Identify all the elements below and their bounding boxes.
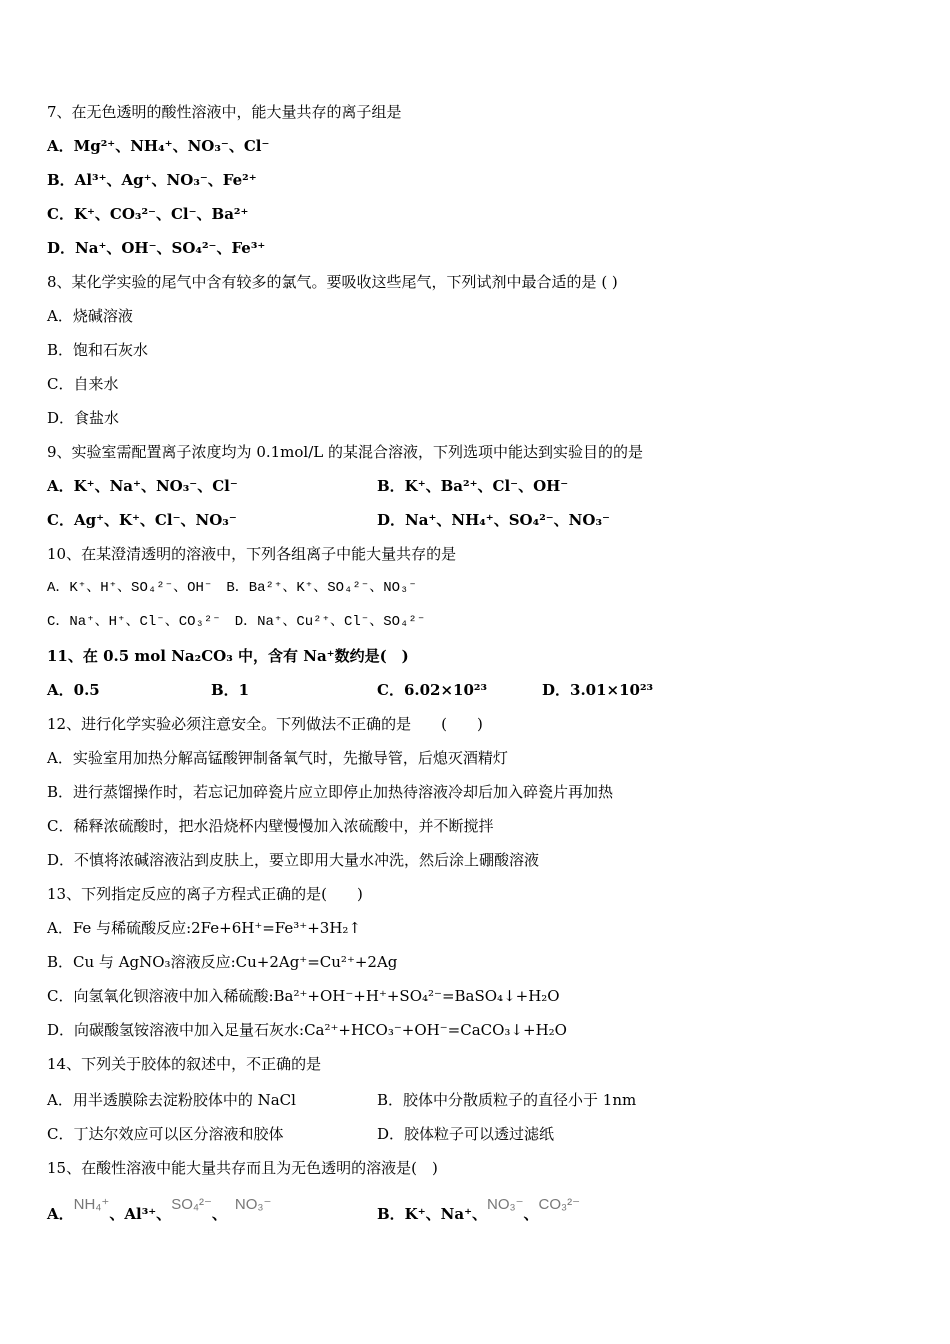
question-9-option-d: D．Na⁺、NH₄⁺、SO₄²⁻、NO₃⁻	[377, 511, 610, 529]
formula-co3: CO₃²⁻	[538, 1196, 581, 1213]
option-b-label: B．K⁺、Na⁺、	[377, 1205, 487, 1223]
question-10-stem: 10、在某澄清透明的溶液中，下列各组离子中能大量共存的是	[47, 545, 457, 563]
question-15-option-b	[377, 1194, 580, 1234]
question-10-options-ab: A．K⁺、H⁺、SO₄²⁻、OH⁻ B．Ba²⁺、K⁺、SO₄²⁻、NO₃⁻	[47, 580, 417, 596]
question-9-option-a: A．K⁺、Na⁺、NO₃⁻、Cl⁻	[47, 477, 238, 495]
question-8-option-d: D．食盐水	[47, 409, 120, 427]
formula-so4: SO₄²⁻	[171, 1196, 212, 1213]
question-11-option-d: D．3.01×10²³	[542, 681, 654, 699]
question-14-option-d: D．胶体粒子可以透过滤纸	[377, 1125, 555, 1143]
question-10-options-cd: C．Na⁺、H⁺、Cl⁻、CO₃²⁻ D．Na⁺、Cu²⁺、Cl⁻、SO₄²⁻	[47, 614, 426, 630]
question-12-option-d: D．不慎将浓碱溶液沾到皮肤上，要立即用大量水冲洗，然后涂上硼酸溶液	[47, 851, 540, 869]
question-13-option-c: C．向氢氧化钡溶液中加入稀硫酸:Ba²⁺+OH⁻+H⁺+SO₄²⁻=BaSO₄↓+H₂O	[47, 987, 560, 1005]
question-12-option-b: B．进行蒸馏操作时，若忘记加碎瓷片应立即停止加热待溶液冷却后加入碎瓷片再加热	[47, 783, 614, 801]
question-12-option-c: C．稀释浓硫酸时，把水沿烧杯内壁慢慢加入浓硫酸中，并不断搅拌	[47, 817, 494, 835]
question-11-option-c: C．6.02×10²³	[377, 681, 488, 699]
question-8-option-b: B．饱和石灰水	[47, 341, 149, 359]
option-a-separator: 、	[211, 1205, 227, 1223]
question-11-option-a: A．0.5	[47, 681, 100, 699]
option-a-middle: 、Al³⁺、	[109, 1205, 172, 1223]
question-14-stem: 14、下列关于胶体的叙述中，不正确的是	[47, 1055, 322, 1073]
question-7-option-d: D．Na⁺、OH⁻、SO₄²⁻、Fe³⁺	[47, 239, 266, 257]
question-8-option-a: A．烧碱溶液	[47, 307, 133, 325]
question-12-option-a: A．实验室用加热分解高锰酸钾制备氧气时，先撤导管，后熄灭酒精灯	[47, 749, 508, 767]
question-11-stem: 11、在 0.5 mol Na₂CO₃ 中，含有 Na⁺数约是( )	[47, 647, 409, 665]
question-14-option-a: A．用半透膜除去淀粉胶体中的 NaCl	[47, 1091, 296, 1109]
question-9-option-b: B．K⁺、Ba²⁺、Cl⁻、OH⁻	[377, 477, 569, 495]
question-7-stem: 7、在无色透明的酸性溶液中，能大量共存的离子组是	[47, 103, 402, 121]
question-7-option-c: C．K⁺、CO₃²⁻、Cl⁻、Ba²⁺	[47, 205, 249, 223]
question-7-option-b: B．Al³⁺、Ag⁺、NO₃⁻、Fe²⁺	[47, 171, 257, 189]
option-a-label: A．	[47, 1205, 74, 1223]
option-b-separator: 、	[523, 1205, 539, 1223]
question-8-stem: 8、某化学实验的尾气中含有较多的氯气。要吸收这些尾气，下列试剂中最合适的是 ( )	[47, 273, 618, 291]
question-13-option-d: D．向碳酸氢铵溶液中加入足量石灰水:Ca²⁺+HCO₃⁻+OH⁻=CaCO₃↓+H₂O	[47, 1021, 567, 1039]
question-14-option-b: B．胶体中分散质粒子的直径小于 1nm	[377, 1091, 637, 1109]
formula-no3: NO₃⁻	[234, 1196, 272, 1213]
question-13-option-a: A．Fe 与稀硫酸反应:2Fe+6H⁺=Fe³⁺+3H₂↑	[47, 919, 361, 937]
question-13-option-b: B．Cu 与 AgNO₃溶液反应:Cu+2Ag⁺=Cu²⁺+2Ag	[47, 953, 398, 971]
question-8-option-c: C．自来水	[47, 375, 119, 393]
question-13-stem: 13、下列指定反应的离子方程式正确的是( )	[47, 885, 363, 903]
question-9-option-c: C．Ag⁺、K⁺、Cl⁻、NO₃⁻	[47, 511, 237, 529]
question-7-option-a: A．Mg²⁺、NH₄⁺、NO₃⁻、Cl⁻	[47, 137, 270, 155]
formula-no3-b: NO₃⁻	[486, 1196, 524, 1213]
question-15-stem: 15、在酸性溶液中能大量共存而且为无色透明的溶液是( )	[47, 1159, 438, 1177]
question-9-stem: 9、实验室需配置离子浓度均为 0.1mol/L 的某混合溶液，下列选项中能达到实验目的的是	[47, 443, 644, 461]
question-15-option-a	[47, 1194, 271, 1234]
question-12-stem: 12、进行化学实验必须注意安全。下列做法不正确的是 ( )	[47, 715, 483, 733]
question-14-option-c: C．丁达尔效应可以区分溶液和胶体	[47, 1125, 284, 1143]
question-11-option-b: B．1	[211, 681, 250, 699]
formula-nh4: NH₄⁺	[73, 1196, 110, 1213]
